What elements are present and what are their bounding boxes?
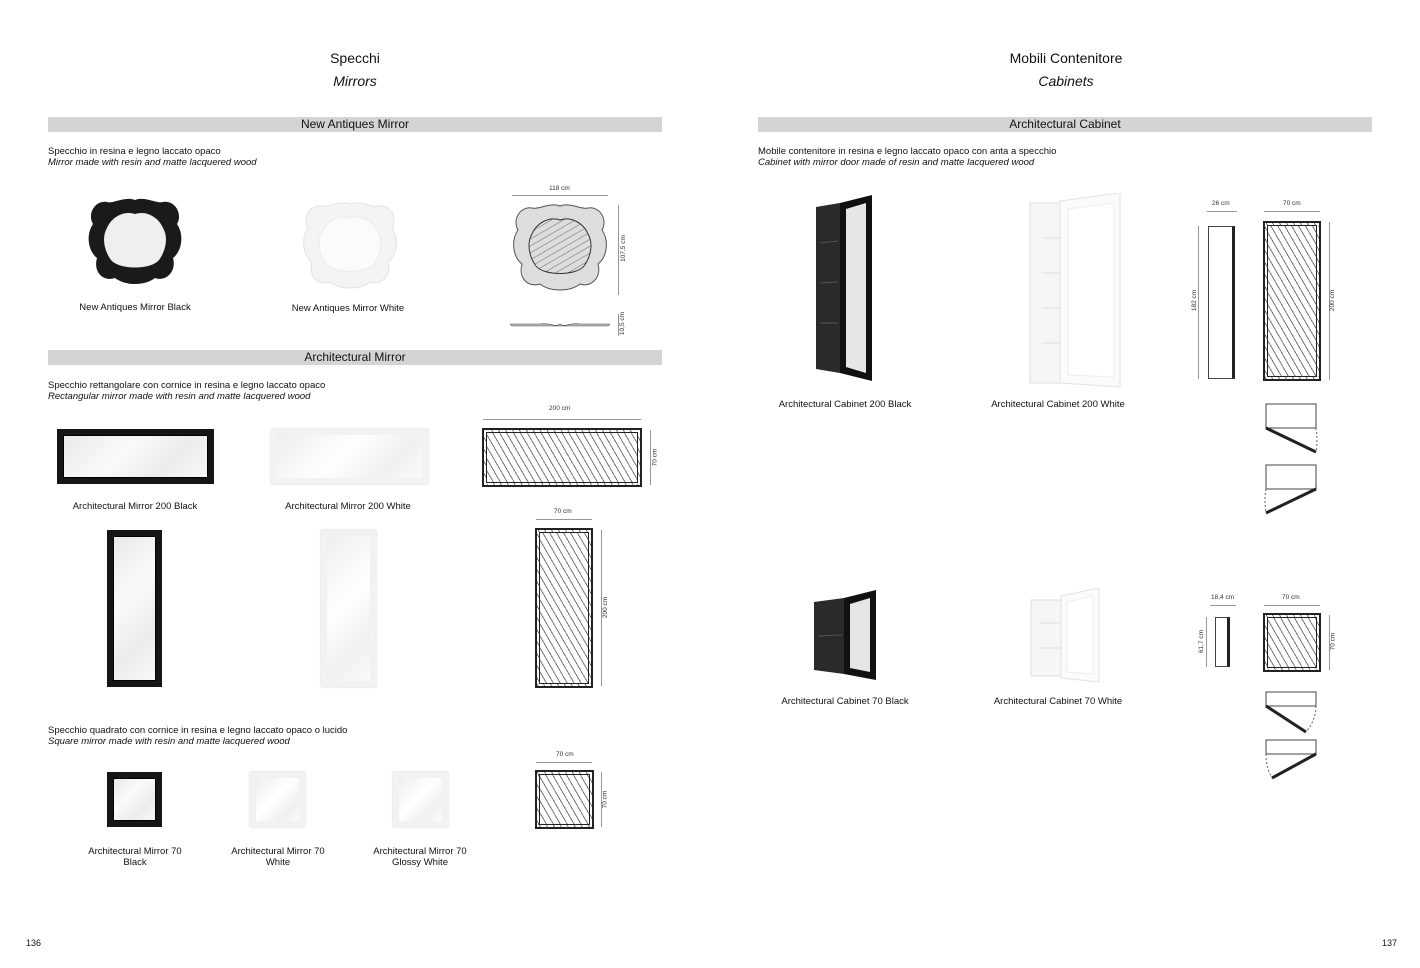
dimension-line — [1206, 617, 1207, 667]
antiques-mirror-white-image — [300, 200, 400, 290]
architectural-mirror-vertical-drawing — [536, 529, 592, 687]
square-mirror-drawing — [536, 771, 593, 828]
cabinet-200-plan-drawing-open — [1262, 402, 1322, 454]
cabinet-200-dim-width: 70 cm — [1283, 200, 1301, 207]
architectural-desc-en: Rectangular mirror made with resin and matte lacquered wood — [48, 391, 311, 402]
section-header-architectural-cabinet: Architectural Cabinet — [758, 117, 1372, 132]
right-page-title: Mobili Contenitore — [1009, 50, 1123, 66]
square-mirror-description — [48, 725, 347, 747]
architectural-dim-height-vertical: 200 cm — [602, 596, 610, 619]
cabinet-70-plan-drawing-closed — [1262, 738, 1322, 780]
caption-line: Architectural Mirror 70 — [231, 846, 325, 857]
dimension-line — [1207, 211, 1237, 212]
right-page-subtitle: Cabinets — [1038, 73, 1094, 89]
antiques-depth-drawing — [510, 320, 610, 330]
caption-line: Glossy White — [392, 857, 448, 868]
antiques-technical-drawing — [510, 202, 610, 296]
left-page-number: 136 — [26, 938, 42, 948]
cabinet-200-plan-drawing-closed — [1262, 463, 1322, 518]
architectural-mirror-200-white-vertical-image — [321, 530, 376, 687]
antiques-desc-it: Specchio in resina e legno laccato opaco — [48, 146, 221, 157]
cabinet-200-dim-height: 200 cm — [1329, 289, 1337, 312]
cabinet-70-black-image — [810, 588, 880, 680]
architectural-dim-width-vertical: 70 cm — [554, 508, 572, 515]
antiques-dim-height: 107,5 cm — [619, 235, 627, 262]
caption-line: Architectural Mirror 70 — [373, 846, 467, 857]
left-page-title: Specchi — [330, 50, 380, 66]
cabinet-200-white-image — [1020, 193, 1130, 388]
cabinet-200-front-drawing — [1264, 222, 1320, 380]
cabinet-70-dim-height: 70 cm — [1329, 632, 1337, 651]
square-mirror-70-glossy-white-image — [393, 772, 448, 827]
dimension-line — [536, 762, 592, 763]
cabinet-200-side-drawing — [1208, 226, 1235, 379]
architectural-mirror-description — [48, 380, 325, 402]
antiques-black-caption: New Antiques Mirror Black — [79, 302, 191, 313]
dimension-line — [483, 419, 641, 420]
dimension-line — [618, 205, 619, 295]
cabinet-200-dim-side-height: 182 cm — [1191, 289, 1199, 312]
architectural-mirror-200-black-vertical-image — [107, 530, 162, 687]
cabinet-200-dim-depth: 26 cm — [1212, 200, 1230, 207]
left-page-subtitle: Mirrors — [333, 73, 377, 89]
dimension-line — [536, 519, 592, 520]
antiques-description — [48, 146, 257, 168]
cabinet-70-side-drawing — [1215, 617, 1230, 667]
section-header-architectural-mirror: Architectural Mirror — [48, 350, 662, 365]
cabinet-desc-en: Cabinet with mirror door made of resin and matte lacquered wood — [758, 157, 1035, 168]
cabinet-70-dim-side-height: 61,7 cm — [1198, 629, 1206, 654]
architectural-mirror-200-black-horizontal-image — [57, 429, 214, 484]
dimension-line — [1264, 211, 1320, 212]
cabinet-200-black-image — [810, 193, 880, 388]
cabinet-70-white-caption: Architectural Cabinet 70 White — [993, 696, 1123, 707]
caption-line: Black — [123, 857, 147, 868]
antiques-dim-width: 118 cm — [549, 185, 570, 192]
antiques-mirror-black-image — [85, 196, 185, 288]
cabinet-70-white-image — [1025, 588, 1105, 683]
caption-line: White — [265, 857, 291, 868]
architectural-mirror-horizontal-drawing — [483, 429, 641, 486]
cabinet-200-black-caption: Architectural Cabinet 200 Black — [778, 399, 912, 410]
section-header-antiques: New Antiques Mirror — [48, 117, 662, 132]
cabinet-description — [758, 146, 1056, 168]
cabinet-200-white-caption: Architectural Cabinet 200 White — [991, 399, 1125, 410]
architectural-mirror-200-white-horizontal-image — [271, 429, 428, 484]
antiques-white-caption: New Antiques Mirror White — [291, 303, 405, 314]
square-mirror-white-caption — [213, 846, 343, 868]
dimension-line — [1210, 605, 1236, 606]
dimension-line — [512, 195, 608, 196]
caption-line: Architectural Mirror 70 — [88, 846, 182, 857]
antiques-dim-depth: 10,5 cm — [619, 311, 627, 336]
square-desc-en: Square mirror made with resin and matte lacquered wood — [48, 736, 290, 747]
right-page-number: 137 — [1382, 938, 1398, 948]
cabinet-70-black-caption: Architectural Cabinet 70 Black — [781, 696, 909, 707]
square-mirror-70-black-image — [107, 772, 162, 827]
cabinet-desc-it: Mobile contenitore in resina e legno laccato opaco con anta a specchio — [758, 146, 1057, 157]
cabinet-70-plan-drawing-open — [1262, 690, 1322, 735]
square-dim-height: 70 cm — [601, 790, 609, 809]
antiques-desc-en: Mirror made with resin and matte lacquered wood — [48, 157, 257, 168]
dimension-line — [1264, 605, 1320, 606]
architectural-dim-height-horizontal: 70 cm — [651, 448, 659, 467]
cabinet-70-front-drawing — [1264, 614, 1320, 671]
square-desc-it: Specchio quadrato con cornice in resina e legno laccato opaco o lucido — [48, 725, 348, 736]
cabinet-70-dim-width: 70 cm — [1282, 594, 1300, 601]
square-dim-width: 70 cm — [556, 751, 574, 758]
architectural-dim-width-horizontal: 200 cm — [549, 405, 571, 412]
square-mirror-70-white-image — [250, 772, 305, 827]
architectural-mirror-200-black-caption: Architectural Mirror 200 Black — [72, 501, 198, 512]
architectural-desc-it: Specchio rettangolare con cornice in resina e legno laccato opaco — [48, 380, 326, 391]
architectural-mirror-200-white-caption: Architectural Mirror 200 White — [285, 501, 411, 512]
square-mirror-black-caption — [70, 846, 200, 868]
cabinet-70-dim-depth: 18,4 cm — [1211, 594, 1235, 601]
square-mirror-glossy-white-caption — [355, 846, 485, 868]
